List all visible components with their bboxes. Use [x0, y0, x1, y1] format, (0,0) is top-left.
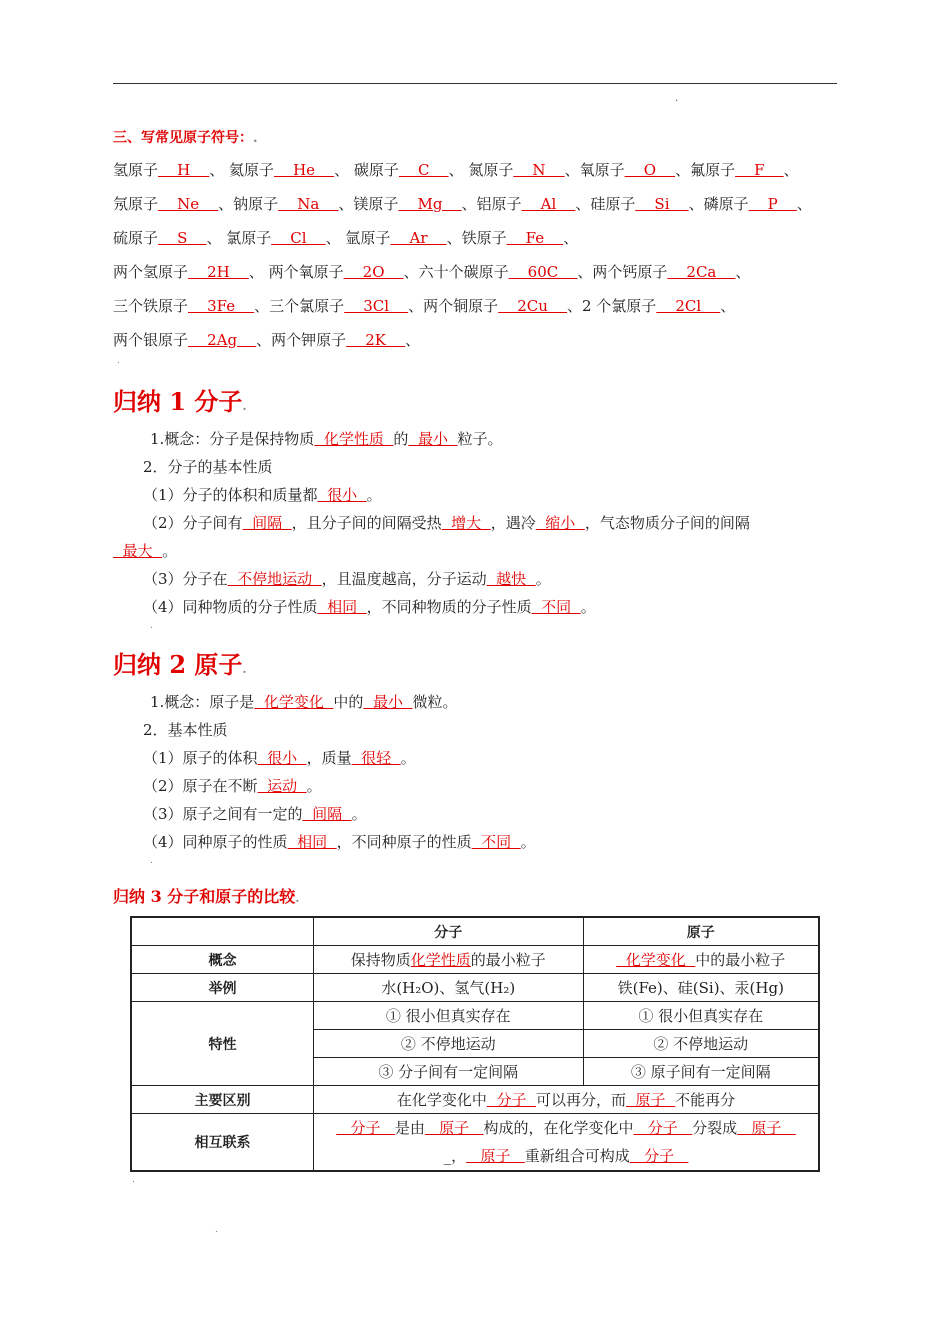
section3-line: 氖原子 Ne 、钠原子 Na 、镁原子 Mg 、铝原子 Al 、硅原子 Si 、磷原子 P 、 [113, 195, 812, 213]
summary1-item: 2．分子的基本性质 [143, 458, 273, 476]
answer-blank: 60C [508, 263, 578, 281]
answer-blank: 2O [343, 263, 404, 281]
answer-blank: 间隔 [242, 514, 292, 532]
answer-blank: 不停地运动 [227, 570, 322, 588]
table-row [131, 1086, 819, 1114]
summary2-item: 1.概念：原子是 化学变化 中的 最小 微粒。 [150, 693, 458, 711]
summary1-item: （4）同种物质的分子性质 相同 ，不同种物质的分子性质 不同 。 [143, 598, 596, 616]
answer-blank: 间隔 [302, 805, 352, 823]
table-header-row [131, 917, 819, 946]
table-row [131, 1002, 819, 1030]
summary1-title: 归纳 1 分子. [113, 387, 247, 416]
answer-blank: 越快 [486, 570, 536, 588]
table-cell: ③ 原子间有一定间隔 [583, 1058, 819, 1086]
answer-blank: S [158, 229, 207, 247]
answer-blank: 最小 [363, 693, 413, 711]
summary2-item: 2．基本性质 [143, 721, 228, 739]
answer-blank: 化学性质 [314, 430, 394, 448]
table-cell: 铁(Fe)、硅(Si)、汞(Hg) [583, 974, 819, 1002]
table-cell: 水(H₂O)、氢气(H₂) [314, 974, 584, 1002]
answer-blank: Si [635, 195, 689, 213]
section3-line: 三个铁原子 3Fe 、三个氯原子 3Cl 、两个铜原子 2Cu 、2 个氯原子 2Cl 、 [113, 297, 736, 315]
answer-blank: 很小 [257, 749, 307, 767]
table-cell: ② 不停地运动 [314, 1030, 584, 1058]
row-label: 特性 [131, 1002, 314, 1086]
table-cell: ① 很小但真实存在 [583, 1002, 819, 1030]
answer-blank: Na [278, 195, 339, 213]
summary2-item: （2）原子在不断 运动 。 [143, 777, 322, 795]
row-label: 主要区别 [131, 1086, 314, 1114]
row-label: 概念 [131, 946, 314, 974]
table-cell: ① 很小但真实存在 [314, 1002, 584, 1030]
answer-blank: 2Cu [498, 297, 567, 315]
row-label: 相互联系 [131, 1114, 314, 1172]
summary2-item: （4）同种原子的性质 相同 ，不同种原子的性质 不同 。 [143, 833, 536, 851]
section3-line: 两个氢原子 2H 、 两个氧原子 2O 、六十个碳原子 60C 、两个钙原子 2Ca 、 [113, 263, 751, 281]
answer-blank: 增大 [441, 514, 491, 532]
answer-blank: Ne [158, 195, 219, 213]
summary1-item: （1）分子的体积和质量都 很小 。 [143, 486, 382, 504]
answer-blank: 化学变化 [616, 951, 696, 969]
answer-blank: 2Ag [188, 331, 257, 349]
answer-blank: 很轻 [351, 749, 401, 767]
table-row [131, 1114, 819, 1172]
answer-blank: C [398, 161, 449, 179]
section3-line: 硫原子 S 、 氯原子 Cl 、 氩原子 Ar 、铁原子 Fe 、 [113, 229, 579, 247]
para-mark: . [150, 856, 153, 866]
answer-blank: 最大 [113, 542, 163, 560]
answer-blank: 分子 [486, 1091, 536, 1109]
answer-blank: 分子 [629, 1147, 689, 1165]
answer-blank: F [735, 161, 784, 179]
answer-blank: 不同 [531, 598, 581, 616]
answer-blank: Mg [398, 195, 462, 213]
table-cell: 保持物质化学性质的最小粒子 [314, 946, 584, 974]
answer-blank: 最小 [408, 430, 458, 448]
row-label: 举例 [131, 974, 314, 1002]
para-mark: . [215, 1225, 218, 1235]
summary1-item: （3）分子在 不停地运动 ，且温度越高，分子运动 越快 。 [143, 570, 551, 588]
section3-line: 氢原子 H 、 氦原子 He 、 碳原子 C 、 氮原子 N 、氧原子 O 、氟原子 F 、 [113, 161, 799, 179]
section3-title: 三、写常见原子符号：. [113, 130, 258, 146]
answer-blank: 运动 [257, 777, 307, 795]
table-cell: ③ 分子间有一定间隔 [314, 1058, 584, 1086]
answer-blank: 原子 [424, 1119, 484, 1137]
comparison-table [130, 916, 820, 1172]
answer-blank: 2H [188, 263, 249, 281]
answer-blank: 化学变化 [254, 693, 334, 711]
answer-blank: 很小 [317, 486, 367, 504]
answer-blank: 3Cl [344, 297, 409, 315]
para-mark: . [117, 356, 120, 366]
answer-blank: 原子 [466, 1147, 525, 1165]
answer-blank: N [513, 161, 565, 179]
answer-blank: 2Cl [656, 297, 721, 315]
summary1-item: 1.概念：分子是保持物质 化学性质 的 最小 粒子。 [150, 430, 503, 448]
answer-blank: Al [521, 195, 576, 213]
table-row [131, 974, 819, 1002]
answer-blank: 缩小 [535, 514, 585, 532]
answer-blank: Ar [390, 229, 447, 247]
para-mark: . [132, 1175, 135, 1185]
answer-blank: 相同 [317, 598, 367, 616]
answer-blank: 化学性质 [410, 951, 471, 969]
section3-line: 两个银原子 2Ag 、两个钾原子 2K 、 [113, 331, 421, 349]
answer-blank: P [748, 195, 797, 213]
answer-blank: 2K [346, 331, 406, 349]
table-cell: 化学变化 中的最小粒子 [583, 946, 819, 974]
relation-line: 分子 是由 原子 构成的，在化学变化中 分子 分裂成 原子 [336, 1119, 796, 1137]
answer-blank: 分子 [336, 1119, 395, 1137]
summary1-item: （2）分子间有 间隔 ，且分子间的间隔受热 增大 ，遇冷 缩小 ，气态物质分子间的间隔 [143, 514, 750, 532]
answer-blank: He [274, 161, 335, 179]
summary1-item: 最大 。 [113, 542, 178, 560]
answer-blank: 原子 [626, 1091, 676, 1109]
answer-blank: Fe [506, 229, 564, 247]
answer-blank: Cl [271, 229, 326, 247]
table-cell: 在化学变化中 分子 可以再分，而 原子 不能再分 [314, 1086, 820, 1114]
summary3-title: 归纳 3 分子和原子的比较. [113, 887, 300, 906]
answer-blank: 原子 [737, 1119, 796, 1137]
header-cell: 分子 [314, 917, 584, 946]
answer-blank: H [158, 161, 210, 179]
header-rule [113, 83, 837, 84]
answer-blank: 3Fe [188, 297, 255, 315]
header-cell [131, 917, 314, 946]
answer-blank: O [624, 161, 676, 179]
table-cell [314, 1114, 820, 1172]
answer-blank: 2Ca [667, 263, 736, 281]
summary2-title: 归纳 2 原子. [113, 650, 247, 679]
summary2-item: （3）原子之间有一定的 间隔 。 [143, 805, 367, 823]
header-cell: 原子 [583, 917, 819, 946]
table-row [131, 946, 819, 974]
answer-blank: 分子 [633, 1119, 693, 1137]
answer-blank: 不同 [471, 833, 521, 851]
summary2-item: （1）原子的体积 很小 ，质量 很轻 。 [143, 749, 416, 767]
table-cell: ② 不停地运动 [583, 1030, 819, 1058]
answer-blank: 相同 [287, 833, 337, 851]
para-mark: . [150, 621, 153, 631]
header-mark: . [675, 93, 679, 104]
relation-line: _， 原子 重新组合可构成 分子 [443, 1147, 689, 1165]
